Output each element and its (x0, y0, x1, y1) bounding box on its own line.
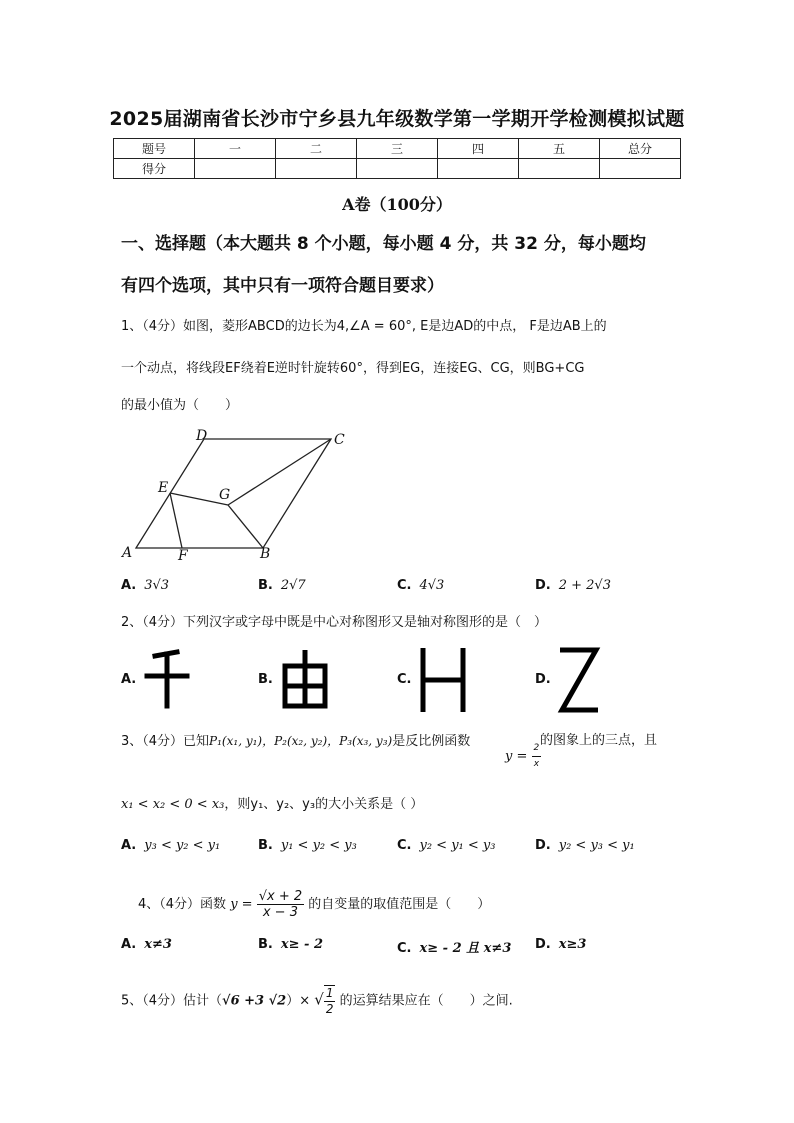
score-cell[interactable] (276, 159, 357, 179)
label-c: C (334, 432, 345, 448)
score-cell[interactable] (357, 159, 438, 179)
segment-gb (228, 505, 263, 548)
q2-option-c[interactable]: C. (397, 672, 412, 687)
q4-option-d[interactable]: D. x≥3 (535, 937, 587, 952)
q1-option-d[interactable]: D. 2 + 2√3 (535, 578, 611, 593)
q1-line3: 的最小值为（ ） (121, 398, 239, 413)
segment-gc (228, 439, 331, 505)
score-cell[interactable] (600, 159, 681, 179)
exam-title: 2025届湖南省长沙市宁乡县九年级数学第一学期开学检测模拟试题 (109, 108, 685, 130)
score-header-cell: 三 (357, 139, 438, 159)
q1-line1: 1、（4分）如图，菱形ABCD的边长为4,∠A = 60°, E是边AD的中点， F是边AB上的 (121, 319, 607, 334)
q5-root-fraction: $\frac{1}{2}$ (325, 986, 334, 1016)
q3-option-b[interactable]: B. y₁ < y₂ < y₃ (258, 838, 357, 853)
score-cell[interactable] (519, 159, 600, 179)
label-b: B (260, 546, 271, 562)
score-header-cell: 二 (276, 139, 357, 159)
segment-ef (170, 493, 182, 548)
section-heading: A卷（100分） (342, 195, 452, 214)
glyph-you (280, 648, 330, 712)
q1-option-a[interactable]: A. 3√3 (121, 578, 170, 593)
score-cell[interactable] (438, 159, 519, 179)
label-d: D (196, 428, 208, 444)
score-table-header-row (114, 139, 681, 159)
q3-function: y = $\frac{2}{x}$ (505, 743, 540, 769)
q3-points: P₁(x₁, y₁)，P₂(x₂, y₂)，P₃(x₃, y₃) (209, 734, 393, 748)
q3-option-d[interactable]: D. y₂ < y₃ < y₁ (535, 838, 635, 853)
q3-option-c[interactable]: C. y₂ < y₁ < y₃ (397, 838, 496, 853)
score-row-label: 得分 (114, 159, 195, 179)
q3-option-a[interactable]: A. y₃ < y₂ < y₁ (121, 838, 221, 853)
q4-option-c[interactable]: C. x≥ - 2 且 x≠3 (397, 941, 512, 956)
glyph-qian (143, 648, 191, 712)
q2-option-d[interactable]: D. (535, 672, 551, 687)
score-header-cell: 题号 (114, 139, 195, 159)
q4-fraction: $\frac{√x + 2}{x - 3}$ (258, 889, 303, 920)
q3-line2: x₁ < x₂ < 0 < x₃，则y₁、y₂、y₃的大小关系是（ ） (121, 797, 424, 812)
part-heading-line1: 一、选择题（本大题共 8 个小题，每小题 4 分，共 32 分，每小题均 (121, 234, 646, 254)
glyph-h (418, 646, 468, 714)
rhombus-figure (118, 424, 368, 564)
label-g: G (219, 487, 231, 503)
q4-option-a[interactable]: A. x≠3 (121, 937, 172, 952)
label-a: A (122, 545, 133, 561)
q5-line1: 5、（4分）估计（√6 +3 √2）× √ $\frac{1}{2}$ 的运算结果应在（ ）之间. (121, 986, 513, 1016)
score-header-cell: 五 (519, 139, 600, 159)
q2-line1: 2、（4分）下列汉字或字母中既是中心对称图形又是轴对称图形的是（ ） (121, 615, 548, 630)
q1-line2: 一个动点，将线段EF绕着E逆时针旋转60°，得到EG，连接EG、CG，则BG+CG (121, 361, 585, 376)
score-table (113, 138, 681, 179)
score-table-score-row (114, 159, 681, 179)
q4-option-b[interactable]: B. x≥ - 2 (258, 937, 323, 952)
label-e: E (158, 480, 169, 496)
part-heading-line2: 有四个选项，其中只有一项符合题目要求） (121, 276, 444, 296)
q1-option-c[interactable]: C. 4√3 (397, 578, 445, 593)
q2-option-b[interactable]: B. (258, 672, 273, 687)
score-header-cell: 一 (195, 139, 276, 159)
q3-line1-end: 的图象上的三点，且 (540, 733, 658, 748)
glyph-z (556, 646, 602, 716)
score-header-cell: 总分 (600, 139, 681, 159)
q3-line1: 3、（4分）已知P₁(x₁, y₁)，P₂(x₂, y₂)，P₃(x₃, y₃)是反比例函数 (121, 734, 471, 749)
score-header-cell: 四 (438, 139, 519, 159)
q4-line1: 4、（4分）函数 y = $\frac{√x + 2}{x - 3}$ 的自变量的取值范围是（ ） (138, 889, 491, 920)
label-f: F (178, 548, 188, 564)
q2-option-a[interactable]: A. (121, 672, 137, 687)
q1-option-b[interactable]: B. 2√7 (258, 578, 306, 593)
score-cell[interactable] (195, 159, 276, 179)
